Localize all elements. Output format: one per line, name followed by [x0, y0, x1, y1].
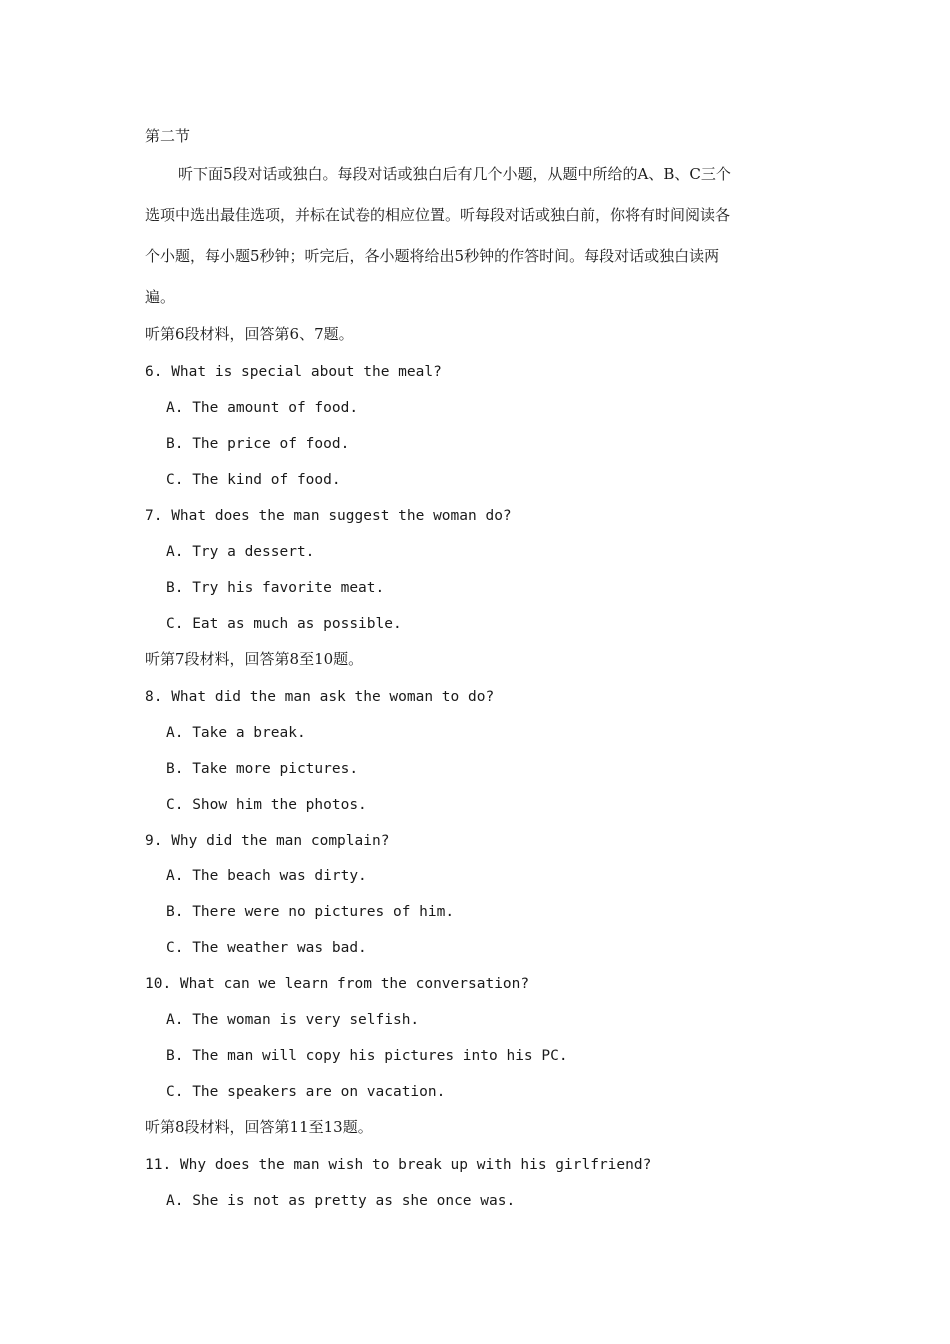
question-7-option-b: B. Try his favorite meat.: [166, 580, 385, 596]
question-9-option-c: C. The weather was bad.: [166, 940, 367, 956]
question-11-option-a: A. She is not as pretty as she once was.: [166, 1193, 516, 1209]
question-8-option-a: A. Take a break.: [166, 725, 306, 741]
question-7-option-c: C. Eat as much as possible.: [166, 616, 402, 632]
question-10-option-c: C. The speakers are on vacation.: [166, 1084, 446, 1100]
group-heading-8: 听第8段材料，回答第11至13题。: [145, 1118, 373, 1136]
section-title: 第二节: [145, 127, 191, 145]
instructions-line-1: 听下面5段对话或独白。每段对话或独白后有几个小题，从题中所给的A、B、C三个: [178, 165, 731, 183]
question-7-stem: 7. What does the man suggest the woman do?: [145, 508, 512, 524]
instructions-line-3: 个小题，每小题5秒钟；听完后，各小题将给出5秒钟的作答时间。每段对话或独白读两: [145, 247, 720, 265]
question-6-option-a: A. The amount of food.: [166, 400, 359, 416]
question-9-option-a: A. The beach was dirty.: [166, 868, 367, 884]
question-10-option-a: A. The woman is very selfish.: [166, 1012, 420, 1028]
question-10-option-b: B. The man will copy his pictures into his PC.: [166, 1048, 568, 1064]
question-9-option-b: B. There were no pictures of him.: [166, 904, 455, 920]
question-6-option-b: B. The price of food.: [166, 436, 350, 452]
question-8-option-b: B. Take more pictures.: [166, 761, 359, 777]
question-11-stem: 11. Why does the man wish to break up with his girlfriend?: [145, 1157, 652, 1173]
question-9-stem: 9. Why did the man complain?: [145, 833, 390, 849]
question-7-option-a: A. Try a dessert.: [166, 544, 315, 560]
instructions-line-2: 选项中选出最佳选项，并标在试卷的相应位置。听每段对话或独白前，你将有时间阅读各: [145, 206, 731, 224]
question-10-stem: 10. What can we learn from the conversation?: [145, 976, 530, 992]
question-8-stem: 8. What did the man ask the woman to do?: [145, 689, 495, 705]
question-8-option-c: C. Show him the photos.: [166, 797, 367, 813]
group-heading-7: 听第7段材料，回答第8至10题。: [145, 650, 364, 668]
question-6-option-c: C. The kind of food.: [166, 472, 341, 488]
instructions-line-4: 遍。: [145, 288, 176, 306]
group-heading-6: 听第6段材料，回答第6、7题。: [145, 325, 354, 343]
question-6-stem: 6. What is special about the meal?: [145, 364, 442, 380]
